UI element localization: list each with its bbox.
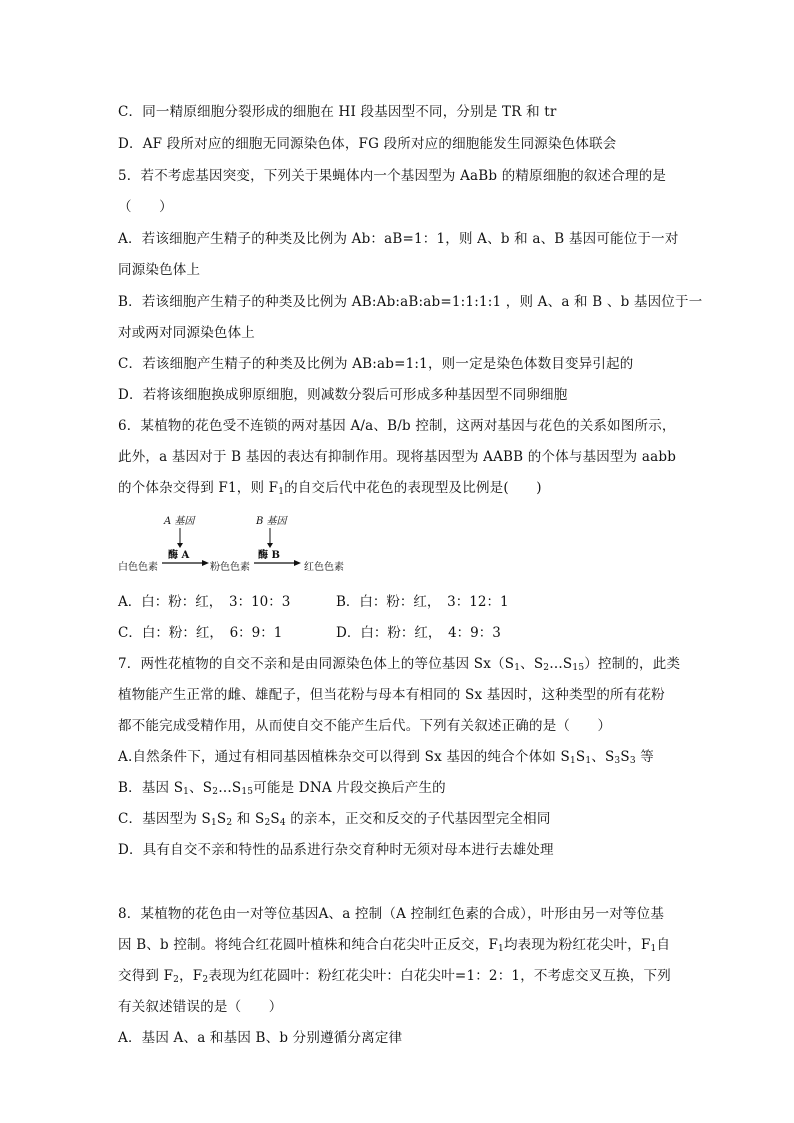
pink-pigment-label: 粉色色素: [210, 562, 250, 573]
gene-b-arrow-head: [267, 543, 273, 548]
q4-option-d: D．AF 段所对应的细胞无同源染色体，FG 段所对应的细胞能发生同源染色体联会: [118, 136, 617, 152]
q5-option-a-cont: 同源染色体上: [118, 262, 201, 278]
q7-option-b: B．基因 $S_1$、$S_2\dots S_{15}$可能是 DNA 片段交换后产生的: [118, 780, 446, 797]
enzyme-b-label: 酶 B: [258, 550, 280, 561]
q5-stem: 5．若不考虑基因突变，下列关于果蝇体内一个基因型为 AaBb 的精原细胞的叙述合理的是: [118, 168, 667, 184]
q4-option-c: C．同一精原细胞分裂形成的细胞在 HI 段基因型不同，分别是 TR 和 tr: [118, 104, 557, 120]
gene-a-label: A 基因: [164, 516, 195, 527]
q7-stem-end: 都不能完成受精作用，从而使自交不能产生后代。下列有关叙述正确的是（ ）: [118, 718, 612, 734]
q8-stem-cont2: 交得到 $F_2$，$F_2$表现为红花圆叶：粉红花尖叶：白花尖叶=1：2：1，不考虑交叉互换，下列: [118, 968, 671, 985]
q7-option-d: D．具有自交不亲和特性的品系进行杂交育种时无须对母本进行去雄处理: [118, 842, 554, 858]
q6-stem-end: 的个体杂交得到 F1，则 $F_1$的自交后代中花色的表现型及比例是( ): [118, 480, 542, 497]
q7-stem-cont: 植物能产生正常的雌、雄配子，但当花粉与母本有相同的 Sx 基因时，这种类型的所有花粉: [118, 687, 665, 703]
gene-a-arrow-head: [177, 543, 183, 548]
q7-option-a: A.自然条件下，通过有相同基因植株杂交可以得到 Sx 基因的纯合个体如 $S_1S_1$、$S_3S_3$ 等: [118, 749, 654, 766]
q8-stem: 8．某植物的花色由一对等位基因A、a 控制（A 控制红色素的合成），叶形由另一对等位基: [118, 906, 665, 922]
red-pigment-label: 红色色素: [304, 562, 344, 573]
q6-option-b: B．白：粉：红， 3：12：1: [336, 594, 509, 610]
q6-stem-cont: 此外，a 基因对于 B 基因的表达有抑制作用。现将基因型为 AABB 的个体与基因型为 aabb: [118, 449, 677, 465]
q5-option-a: A．若该细胞产生精子的种类及比例为 Ab：aB=1：1，则 A、b 和 a、B 基因可能位于一对: [118, 231, 679, 247]
q7-stem: 7．两性花植物的自交不亲和是由同源染色体上的等位基因 $Sx(S_1$、$S_2\dots S_{15}$）控制的，此类: [118, 656, 681, 673]
arrow-white-to-pink-head: [202, 560, 209, 566]
q6-option-a: A．白：粉：红， 3：10：3: [118, 594, 291, 610]
q7-option-c: C．基因型为 $S_1S_2$ 和 $S_2S_4$ 的亲本，正交和反交的子代基因型完全相同: [118, 811, 551, 828]
q5-option-c: C．若该细胞产生精子的种类及比例为 AB:ab=1:1，则一定是染色体数目变异引起的: [118, 356, 634, 372]
q5-option-b-cont: 对或两对同源染色体上: [118, 325, 255, 341]
enzyme-a-label: 酶 A: [168, 550, 190, 561]
q8-stem-end: 有关叙述错误的是（ ）: [118, 999, 283, 1015]
q5-option-d: D．若将该细胞换成卵原细胞，则减数分裂后可形成多种基因型不同卵细胞: [118, 387, 568, 403]
q6-stem: 6．某植物的花色受不连锁的两对基因 A/a、B/b 控制，这两对基因与花色的关系如图所示，: [118, 418, 676, 434]
q6-option-c: C．白：粉：红， 6：9：1: [118, 625, 283, 641]
pigment-pathway-diagram: [118, 510, 378, 576]
q8-option-a: A．基因 A、a 和基因 B、b 分别遵循分离定律: [118, 1030, 403, 1046]
white-pigment-label: 白色色素: [118, 562, 158, 573]
q8-stem-cont: 因 B、b 控制。将纯合红花圆叶植株和纯合白花尖叶正反交，$F_1$均表现为粉红花尖叶，$F_1$自: [118, 937, 671, 954]
arrow-pink-to-red-head: [294, 560, 301, 566]
gene-b-label: B 基因: [256, 516, 287, 527]
q5-answer-bracket: （ ）: [118, 199, 173, 215]
q5-option-b: B．若该细胞产生精子的种类及比例为 AB:Ab:aB:ab=1:1:1:1 ，则 A、a 和 B 、b 基因位于一: [118, 294, 703, 310]
q6-option-d: D．白：粉：红， 4：9：3: [336, 625, 501, 641]
